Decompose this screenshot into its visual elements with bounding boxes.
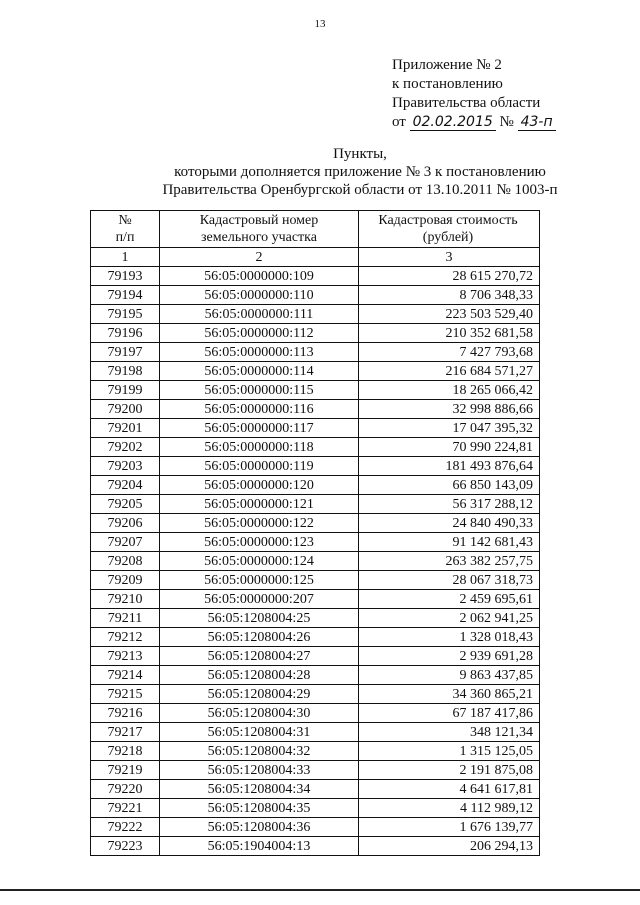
table-row [91, 286, 540, 305]
table-row [91, 381, 540, 400]
row-number-cell: 79195 [91, 305, 160, 324]
column-number: 1 [91, 248, 160, 267]
row-number-cell: 79211 [91, 609, 160, 628]
table-row [91, 799, 540, 818]
cadastral-value-cell: 34 360 865,21 [359, 685, 540, 704]
cadastral-id-cell: 56:05:0000000:119 [160, 457, 359, 476]
cadastral-value-cell: 206 294,13 [359, 837, 540, 856]
cadastral-id-cell: 56:05:1208004:31 [160, 723, 359, 742]
column-number-row [91, 248, 540, 267]
row-number-cell: 79208 [91, 552, 160, 571]
cadastral-id-cell: 56:05:0000000:112 [160, 324, 359, 343]
table-row [91, 818, 540, 837]
cadastral-id-cell: 56:05:0000000:118 [160, 438, 359, 457]
table-row [91, 685, 540, 704]
cadastral-id-cell: 56:05:0000000:117 [160, 419, 359, 438]
appendix-date-line [392, 113, 556, 132]
table-row [91, 628, 540, 647]
handwritten-number: 43-п [518, 114, 556, 131]
cadastral-id-cell: 56:05:0000000:207 [160, 590, 359, 609]
row-number-cell: 79193 [91, 267, 160, 286]
cadastral-id-cell: 56:05:0000000:120 [160, 476, 359, 495]
table-row [91, 704, 540, 723]
table-row [91, 666, 540, 685]
header-number: № п/п [91, 211, 160, 248]
table-row [91, 533, 540, 552]
row-number-cell: 79220 [91, 780, 160, 799]
heading-line-1: Пункты, [333, 146, 387, 162]
row-number-cell: 79210 [91, 590, 160, 609]
cadastral-value-cell: 2 939 691,28 [359, 647, 540, 666]
table-row [91, 514, 540, 533]
table-row [91, 647, 540, 666]
table-row [91, 324, 540, 343]
cadastral-id-cell: 56:05:0000000:110 [160, 286, 359, 305]
cadastral-value-cell: 263 382 257,75 [359, 552, 540, 571]
row-number-cell: 79202 [91, 438, 160, 457]
cadastral-value-cell: 18 265 066,42 [359, 381, 540, 400]
table-row [91, 267, 540, 286]
table-row [91, 495, 540, 514]
table-row [91, 362, 540, 381]
header-cadastral-value: Кадастровая стоимость (рублей) [359, 211, 540, 248]
cadastral-value-cell: 66 850 143,09 [359, 476, 540, 495]
cadastral-id-cell: 56:05:1208004:35 [160, 799, 359, 818]
table-row [91, 723, 540, 742]
cadastral-id-cell: 56:05:1208004:28 [160, 666, 359, 685]
row-number-cell: 79212 [91, 628, 160, 647]
cadastral-value-cell: 9 863 437,85 [359, 666, 540, 685]
cadastral-value-cell: 56 317 288,12 [359, 495, 540, 514]
cadastral-id-cell: 56:05:0000000:109 [160, 267, 359, 286]
cadastral-id-cell: 56:05:1208004:26 [160, 628, 359, 647]
cadastral-value-cell: 28 615 270,72 [359, 267, 540, 286]
cadastral-value-cell: 4 641 617,81 [359, 780, 540, 799]
heading-line-3: Правительства Оренбургской области от 13.10.2011 № 1003-п [162, 182, 558, 198]
cadastral-id-cell: 56:05:0000000:124 [160, 552, 359, 571]
table-row [91, 343, 540, 362]
row-number-cell: 79214 [91, 666, 160, 685]
cadastral-table [90, 210, 540, 856]
cadastral-value-cell: 67 187 417,86 [359, 704, 540, 723]
cadastral-id-cell: 56:05:1208004:34 [160, 780, 359, 799]
table-row [91, 761, 540, 780]
appendix-line-3: Правительства области [392, 95, 541, 111]
row-number-cell: 79203 [91, 457, 160, 476]
cadastral-id-cell: 56:05:0000000:125 [160, 571, 359, 590]
appendix-block [392, 56, 556, 132]
table-row [91, 571, 540, 590]
cadastral-id-cell: 56:05:1208004:32 [160, 742, 359, 761]
row-number-cell: 79200 [91, 400, 160, 419]
cadastral-id-cell: 56:05:1208004:25 [160, 609, 359, 628]
cadastral-id-cell: 56:05:0000000:122 [160, 514, 359, 533]
row-number-cell: 79196 [91, 324, 160, 343]
cadastral-id-cell: 56:05:1208004:29 [160, 685, 359, 704]
table-body [91, 267, 540, 856]
cadastral-value-cell: 1 328 018,43 [359, 628, 540, 647]
cadastral-value-cell: 2 459 695,61 [359, 590, 540, 609]
number-prefix: № [499, 114, 514, 130]
row-number-cell: 79218 [91, 742, 160, 761]
table-row [91, 457, 540, 476]
appendix-line-1: Приложение № 2 [392, 57, 502, 73]
header-cadastral-id: Кадастровый номер земельного участка [160, 211, 359, 248]
cadastral-value-cell: 2 062 941,25 [359, 609, 540, 628]
page-number: 13 [314, 18, 326, 30]
cadastral-value-cell: 24 840 490,33 [359, 514, 540, 533]
cadastral-id-cell: 56:05:1208004:36 [160, 818, 359, 837]
row-number-cell: 79222 [91, 818, 160, 837]
table-row [91, 552, 540, 571]
cadastral-value-cell: 216 684 571,27 [359, 362, 540, 381]
row-number-cell: 79219 [91, 761, 160, 780]
table-row [91, 590, 540, 609]
column-number: 3 [359, 248, 540, 267]
table-row [91, 400, 540, 419]
table-row [91, 419, 540, 438]
cadastral-id-cell: 56:05:0000000:123 [160, 533, 359, 552]
table-row [91, 305, 540, 324]
handwritten-date: 02.02.2015 [410, 114, 496, 131]
cadastral-value-cell: 8 706 348,33 [359, 286, 540, 305]
cadastral-id-cell: 56:05:0000000:116 [160, 400, 359, 419]
cadastral-id-cell: 56:05:0000000:121 [160, 495, 359, 514]
row-number-cell: 79217 [91, 723, 160, 742]
table-header-row [91, 211, 540, 248]
cadastral-value-cell: 1 676 139,77 [359, 818, 540, 837]
row-number-cell: 79205 [91, 495, 160, 514]
row-number-cell: 79221 [91, 799, 160, 818]
cadastral-value-cell: 32 998 886,66 [359, 400, 540, 419]
row-number-cell: 79213 [91, 647, 160, 666]
cadastral-value-cell: 348 121,34 [359, 723, 540, 742]
cadastral-value-cell: 2 191 875,08 [359, 761, 540, 780]
cadastral-value-cell: 4 112 989,12 [359, 799, 540, 818]
cadastral-value-cell: 28 067 318,73 [359, 571, 540, 590]
cadastral-value-cell: 91 142 681,43 [359, 533, 540, 552]
bottom-rule [0, 889, 640, 891]
cadastral-id-cell: 56:05:0000000:114 [160, 362, 359, 381]
table-row [91, 476, 540, 495]
heading-line-2: которыми дополняется приложение № 3 к постановлению [174, 164, 546, 180]
table-row [91, 438, 540, 457]
document-heading [80, 145, 640, 199]
cadastral-value-cell: 210 352 681,58 [359, 324, 540, 343]
table-row [91, 837, 540, 856]
row-number-cell: 79207 [91, 533, 160, 552]
cadastral-id-cell: 56:05:0000000:111 [160, 305, 359, 324]
date-prefix: от [392, 114, 406, 130]
cadastral-id-cell: 56:05:0000000:113 [160, 343, 359, 362]
row-number-cell: 79199 [91, 381, 160, 400]
row-number-cell: 79197 [91, 343, 160, 362]
cadastral-value-cell: 17 047 395,32 [359, 419, 540, 438]
cadastral-id-cell: 56:05:1208004:27 [160, 647, 359, 666]
row-number-cell: 79215 [91, 685, 160, 704]
cadastral-value-cell: 223 503 529,40 [359, 305, 540, 324]
cadastral-id-cell: 56:05:0000000:115 [160, 381, 359, 400]
row-number-cell: 79204 [91, 476, 160, 495]
cadastral-value-cell: 70 990 224,81 [359, 438, 540, 457]
row-number-cell: 79194 [91, 286, 160, 305]
cadastral-id-cell: 56:05:1208004:33 [160, 761, 359, 780]
row-number-cell: 79206 [91, 514, 160, 533]
cadastral-id-cell: 56:05:1904004:13 [160, 837, 359, 856]
row-number-cell: 79223 [91, 837, 160, 856]
table-row [91, 780, 540, 799]
appendix-line-2: к постановлению [392, 76, 503, 92]
row-number-cell: 79216 [91, 704, 160, 723]
table-row [91, 609, 540, 628]
row-number-cell: 79201 [91, 419, 160, 438]
cadastral-id-cell: 56:05:1208004:30 [160, 704, 359, 723]
cadastral-value-cell: 1 315 125,05 [359, 742, 540, 761]
row-number-cell: 79209 [91, 571, 160, 590]
table-row [91, 742, 540, 761]
row-number-cell: 79198 [91, 362, 160, 381]
cadastral-value-cell: 181 493 876,64 [359, 457, 540, 476]
column-number: 2 [160, 248, 359, 267]
cadastral-value-cell: 7 427 793,68 [359, 343, 540, 362]
